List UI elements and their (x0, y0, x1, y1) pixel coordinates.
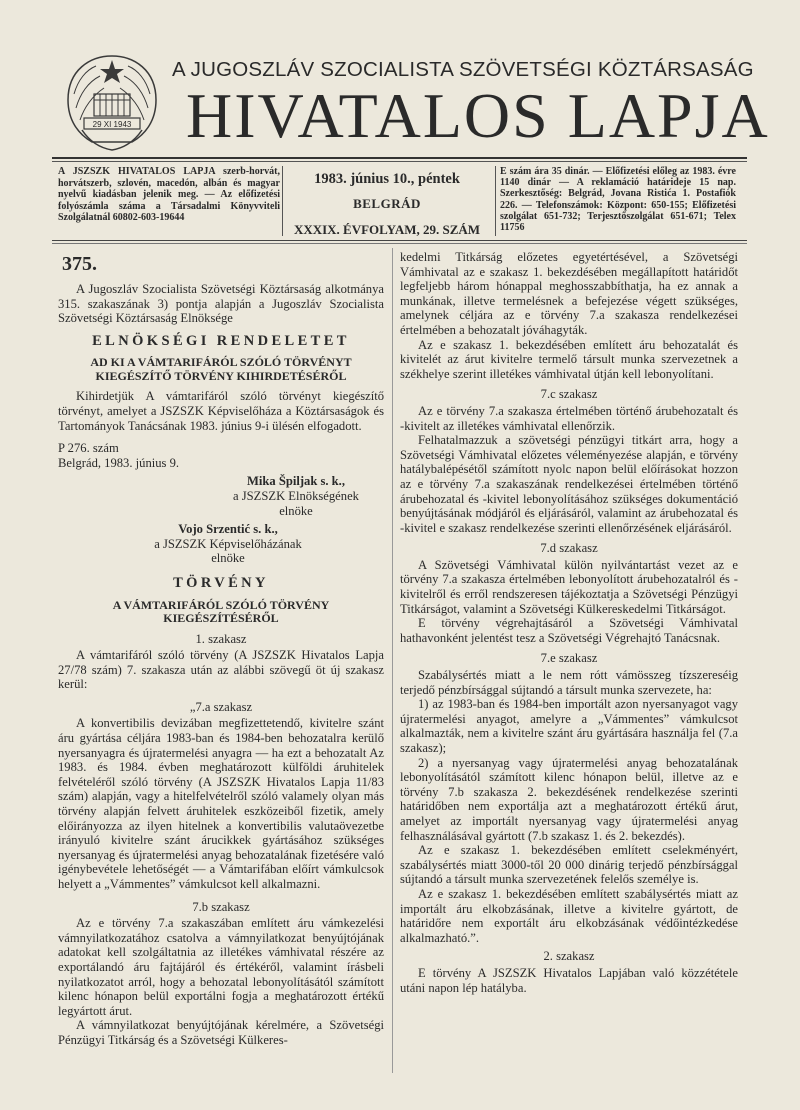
signature-1-name: Mika Špiljak s. k., (247, 474, 345, 489)
gazette-title: HIVATALOS LAPJA (186, 80, 770, 151)
issue-volume: XXXIX. ÉVFOLYAM, 29. SZÁM (293, 222, 481, 237)
law-title: TÖRVÉNY (173, 574, 269, 591)
document-number: 375. (62, 253, 97, 275)
section-7b-text: Az e törvény 7.a szakaszában említett áru vámkezelési vámnyilatkozatához csatolva a vámnyilatkozat benyújtójának adatokat kell szolgáltatnia az illetékes vámhivatal részére az exportálandó áru fajtájáról és értékéről, valamint írásbeli nyilatkozatot arról, hogy a behozatal lebonyolításától számított kilenc hónapon belül exportálni fogja a meghatározott értékű legyártott árut. (58, 916, 384, 1018)
masthead-rule (52, 157, 747, 159)
section-7c-heading: 7.c szakasz (540, 387, 598, 402)
info-rule-thin (52, 243, 747, 244)
section-7d-heading: 7.d szakasz (540, 541, 598, 556)
law-subject: A VÁMTARIFÁRÓL SZÓLÓ TÖRVÉNY KIEGÉSZÍTÉSÉRŐL (112, 597, 330, 625)
reference-number: P 276. szám (58, 441, 119, 456)
section-7b-heading: 7.b szakasz (192, 899, 250, 914)
decree-title: ELNÖKSÉGI RENDELETET (92, 332, 350, 349)
section-7e-text: Szabálysértés miatt a le nem rótt vámösszeg tízszereséig terjedő pénzbírsággal sújtandó a társult munka szervezete, ha: (400, 668, 738, 697)
right-column (400, 250, 738, 995)
section-2-heading: 2. szakasz (543, 949, 595, 964)
info-divider-left (282, 166, 283, 236)
signature-2-title: elnöke (211, 551, 245, 566)
section-7e-text-3: Az e szakasz 1. bekezdésében említett szabálysértés miatt az importált áru elkobzásának, illetve a kivitelre gyártott, de határidőre nem exportált áru elkobzásának védőintézkedése alkalmazható.”. (400, 886, 738, 945)
signature-1-role: a JSZSZK Elnökségének (233, 488, 359, 503)
signature-block-2 (98, 522, 358, 566)
section-7c-text-2: Felhatalmazzuk a szövetségi pénzügyi titkárt arra, hogy a Szövetségi Vámhivatal előzetes véleményezése alapján, e törvény hatálybalépésétől számított nyolc napon belül előírásokat hozzon az e törvény 7.a szakaszának rendelkezései értelmében történő árubehozatal és -kivitel lebonyolításához szükséges dokumentáció benyújtásának módjáról és eljárásáról, valamint az árubehozatal és -kivitel e szakasz rendelkezése szerinti ellenőrzésének eljárásáról. (400, 433, 738, 535)
section-7b-continuation: kedelmi Titkárság előzetes egyetértésével, a Szövetségi Vámhivatal az e szakasz 1. bekezdésében megállapított határidőt legfeljebb három hónappal meghosszabbíthatja, ha ez annak a munkának, illetve termelésnek a befejezése végett szükséges, amelynek céljára az e törvény 7.a szakasza rendelkezései értelmében a behozatalt jóváhagyták. (400, 250, 738, 337)
section-7b-text-2: A vámnyilatkozat benyújtójának kérelmére, a Szövetségi Pénzügyi Titkárság és a Szövetségi Külkeres- (58, 1018, 384, 1047)
info-rule (52, 240, 747, 241)
issue-info (284, 170, 490, 238)
signature-block-1 (208, 474, 384, 518)
section-7e-item-1: 1) az 1983-ban és 1984-ben importált azon nyersanyagot vagy újratermelési anyagot, amelyre a „Vámmentes” vámkulcsot alkalmazták, nem a kivitelre szánt áru gyártására használja fel (7.a szakasz); (400, 697, 738, 755)
section-7e-item-2: 2) a nyersanyag vagy újratermelési anyag behozatalának lebonyolításától számított kilenc hónapon belül, illetve az e törvény 7.b szakasza 2. bekezdésének rendelkezése szerinti határidőben nem exportálja azt a meghatározott értékű árut, amelyet az importált nyersanyag vagy újratermelési anyag felhasználásával gyártott (7.b szakasz 1. és 2. bekezdés). (400, 755, 738, 843)
column-divider (392, 248, 393, 1073)
section-7a-heading: „7.a szakasz (189, 699, 253, 714)
section-1-heading: 1. szakasz (195, 631, 247, 646)
republic-name: A JUGOSZLÁV SZOCIALISTA SZÖVETSÉGI KÖZTÁRSASÁG (172, 58, 754, 81)
place-date: Belgrád, 1983. június 9. (58, 455, 180, 470)
signature-1-title: elnöke (279, 503, 313, 518)
masthead-rule-thin (52, 161, 747, 162)
emblem-ribbon-text: 29 XI 1943 (92, 120, 132, 129)
section-7a-text: A konvertibilis devizában megfizettetendő, kivitelre szánt áru gyártása céljára 1983-ban és 1984-ben behozatalra kerülő nyersanyagra és újratermelési anyagra — ha ezt a behozatalt Az 1983. és 1984. évben meghatározott külföldi áruhitelek felvételéről szóló törvény (A JSZSZK Hivatalos Lapja 11/83 szám) alapján, vagy a hitelfelvételről szóló valamely olyan más törvény alapján felvett áruhitelek eszközeiből fizetik, amely előirányozza az ilyen hitelnek a konvertibilis valutaövezetbe irányuló kivitelre szánt árucikkek gyártásához szükséges nyersanyag és újratermelési anyag behozatalának fizetésére való igénybevétele lehetőségét — a Vámtarifában előírt vámkulcsok helyett a „Vámmentes” vámkulcsot kell alkalmazni. (58, 716, 384, 891)
section-7d-text-2: E törvény végrehajtásáról a Szövetségi Vámhivatal hathavonként jelentést tesz a Szövetségi Végrehajtó Tanácsnak. (400, 616, 738, 645)
signature-2-role: a JSZSZK Képviselőházának (154, 536, 302, 551)
publication-info: A JSZSZK HIVATALOS LAPJA szerb-horvát, horvátszerb, szlovén, macedón, albán és magyar nyelvű kiadásban jelenik meg. — Az előfizetési folyószámla száma a Társadalmi Könyvviteli Szolgálatnál 60802-603-19644 (58, 166, 280, 223)
state-emblem-icon (60, 50, 164, 158)
section-7c-text: Az e törvény 7.a szakasza értelmében történő árubehozatalt és -kivitelt az illetékes vámhivatal ellenőrzik. (400, 403, 738, 433)
section-7e-heading: 7.e szakasz (540, 651, 598, 666)
section-1-text: A vámtarifáról szóló törvény (A JSZSZK Hivatalos Lapja 27/78 szám) 7. szakasza után az alábbi szövegű öt új szakasz kerül: (58, 648, 384, 692)
issue-date: 1983. június 10., péntek (314, 171, 460, 187)
decree-subject: AD KI A VÁMTARIFÁRÓL SZÓLÓ TÖRVÉNYT KIEGÉSZÍTŐ TÖRVÉNY KIHIRDETÉSÉRŐL (90, 355, 352, 383)
section-7d-text: A Szövetségi Vámhivatal külön nyilvántartást vezet az e törvény 7.a szakasza értelmében lebonyolított árubehozatalról és -kivitelről és erről rendszeresen tájékoztatja a Szövetségi Pénzügyi Titkárságot, valamint a Szövetségi Külkereskedelmi Titkárságot. (400, 557, 738, 616)
section-2-text: E törvény A JSZSZK Hivatalos Lapjában való közzététele utáni napon lép hatályba. (400, 965, 738, 995)
info-divider-right (495, 166, 496, 236)
signature-2-name: Vojo Srzentić s. k., (178, 522, 278, 537)
decree-intro: A Jugoszláv Szocialista Szövetségi Köztársaság alkotmánya 315. szakaszának 3) pontja alapján a Jugoszláv Szocialista Szövetségi Köztársaság Elnöksége (58, 282, 384, 326)
issue-city: BELGRÁD (353, 196, 421, 211)
section-7e-text-2: Az e szakasz 1. bekezdésében említett cselekményért, szabálysértés miatt 3000-től 20 000 dinárig terjedő pénzbírsággal sújtandó a társult munka szervezetének felelős személye is. (400, 843, 738, 887)
left-column (58, 250, 384, 1048)
subscription-info: E szám ára 35 dinár. — Előfizetési előleg az 1983. évre 1140 dinár — A reklamáció határideje 15 nap. Szerkesztőség: Belgrád, Jovana Ristića 1. Postafiók 226. — Telefonszámok: Központ: 650-155; Előfizetési szolgálat 651-732; Terjesztőszolgálat 651-671; Telex 11756 (500, 166, 736, 234)
section-7b-paragraph-3: Az e szakasz 1. bekezdésében említett áru behozatalát és kivitelét az árut kivitelre termelő társult munka szervezetnek a székhelye szerint illetékes vámhivatal útján kell lebonyolítani. (400, 337, 738, 381)
decree-text: Kihirdetjük A vámtarifáról szóló törvényt kiegészítő törvényt, amelyet a JSZSZK Képviselőháza a Köztársaságok és Tartományok Tanácsának 1983. június 9-i ülésén elfogadott. (58, 389, 384, 433)
